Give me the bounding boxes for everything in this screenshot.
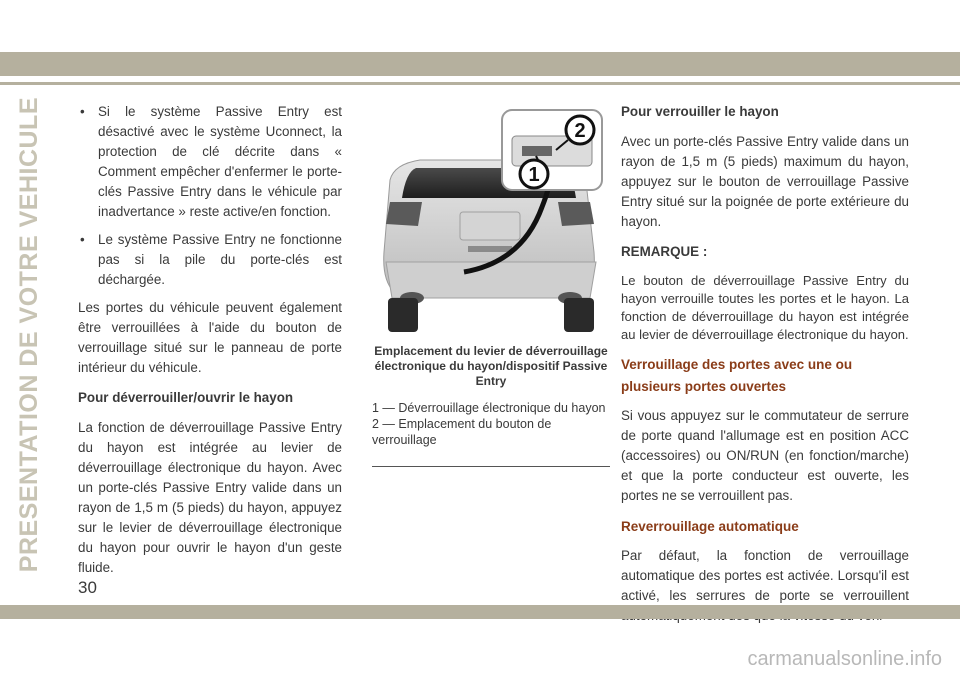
bullet-dot: • xyxy=(80,232,85,247)
paragraph: Les portes du véhicule peuvent également être verrouillées à l'aide du bouton de verrouillage situé sur le panneau de porte intérieur du véhicule. xyxy=(78,300,342,375)
liftgate-figure xyxy=(372,102,610,340)
subheading-unlock-liftgate: Pour déverrouiller/ouvrir le hayon xyxy=(78,390,294,405)
legend-item: 1 — Déverrouillage électronique du hayon xyxy=(372,401,606,415)
subheading-lock-liftgate: Pour verrouiller le hayon xyxy=(621,104,779,119)
left-column xyxy=(78,102,342,588)
bullet-item xyxy=(78,102,342,222)
callout-2: 2 xyxy=(574,120,586,142)
vehicle-rear-illustration xyxy=(372,102,610,340)
callout-1: 1 xyxy=(528,164,540,186)
note-heading: REMARQUE : xyxy=(621,244,708,259)
bullet-text: Si le système Passive Entry est désactivé avec le système Uconnect, la protection de clé décrite dans « Comment empêcher d'enfermer le porte-clés Passive Entry dans le véhicule par inadvertance » reste active/en fonction. xyxy=(98,104,342,219)
header-rule xyxy=(0,82,960,85)
section-heading-door-lock-open: Verrouillage des portes avec une ou plusieurs portes ouvertes xyxy=(621,357,853,394)
chapter-title-text: PRESENTATION DE VOTRE VEHICULE xyxy=(14,97,43,573)
header-band xyxy=(0,52,960,76)
paragraph: Par défaut, la fonction de verrouillage automatique des portes est activée. Lorsqu'il est activé, les serrures de porte se verrouillent xyxy=(621,548,909,603)
legend-item: 2 — Emplacement du bouton de verrouillage xyxy=(372,417,552,447)
right-column xyxy=(621,102,909,636)
footer-band xyxy=(0,605,960,619)
bullet-dot: • xyxy=(80,104,85,119)
watermark: carmanualsonline.info xyxy=(747,648,942,670)
paragraph: La fonction de déverrouillage Passive Entry du hayon est intégrée au levier de déverrouillage électronique du hayon. Avec un porte-clés Passive Entry valide dans un rayon de 1,5 m (5 pieds) du hayon, appuyez sur le levier de déverrouillage électronique du hayon pour ouvrir le hayon d'un geste fluide. xyxy=(78,420,342,575)
page-number: 30 xyxy=(78,578,97,597)
paragraph: Avec un porte-clés Passive Entry valide dans un rayon de 1,5 m (5 pieds) maximum du hayon, appuyez sur le bouton de verrouillage Passive Entry situé sur la poignée de porte extérieure du hayon. xyxy=(621,134,909,229)
bullet-text: Le système Passive Entry ne fonctionne pas si la pile du porte-clés est déchargée. xyxy=(98,232,342,287)
section-heading-auto-relock: Reverrouillage automatique xyxy=(621,519,799,534)
chapter-side-title xyxy=(12,97,46,573)
figure-caption: Emplacement du levier de déverrouillage électronique du hayon/dispositif Passive Entry xyxy=(374,344,608,388)
figure-legend xyxy=(372,400,610,448)
note-text: Le bouton de déverrouillage Passive Entry du hayon verrouille toutes les portes et le hayon. La fonction de déverrouillage du hayon est intégrée au levier de déverrouillage électronique du hayon. xyxy=(621,273,909,342)
bullet-item xyxy=(78,230,342,290)
figure-rule xyxy=(372,466,610,467)
paragraph: Si vous appuyez sur le commutateur de serrure de porte quand l'allumage est en position ACC (accessoires) ou ON/RUN (en fonction/marche) et que la porte conducteur est ouverte, les portes ne se verrouillent pas. xyxy=(621,408,909,503)
